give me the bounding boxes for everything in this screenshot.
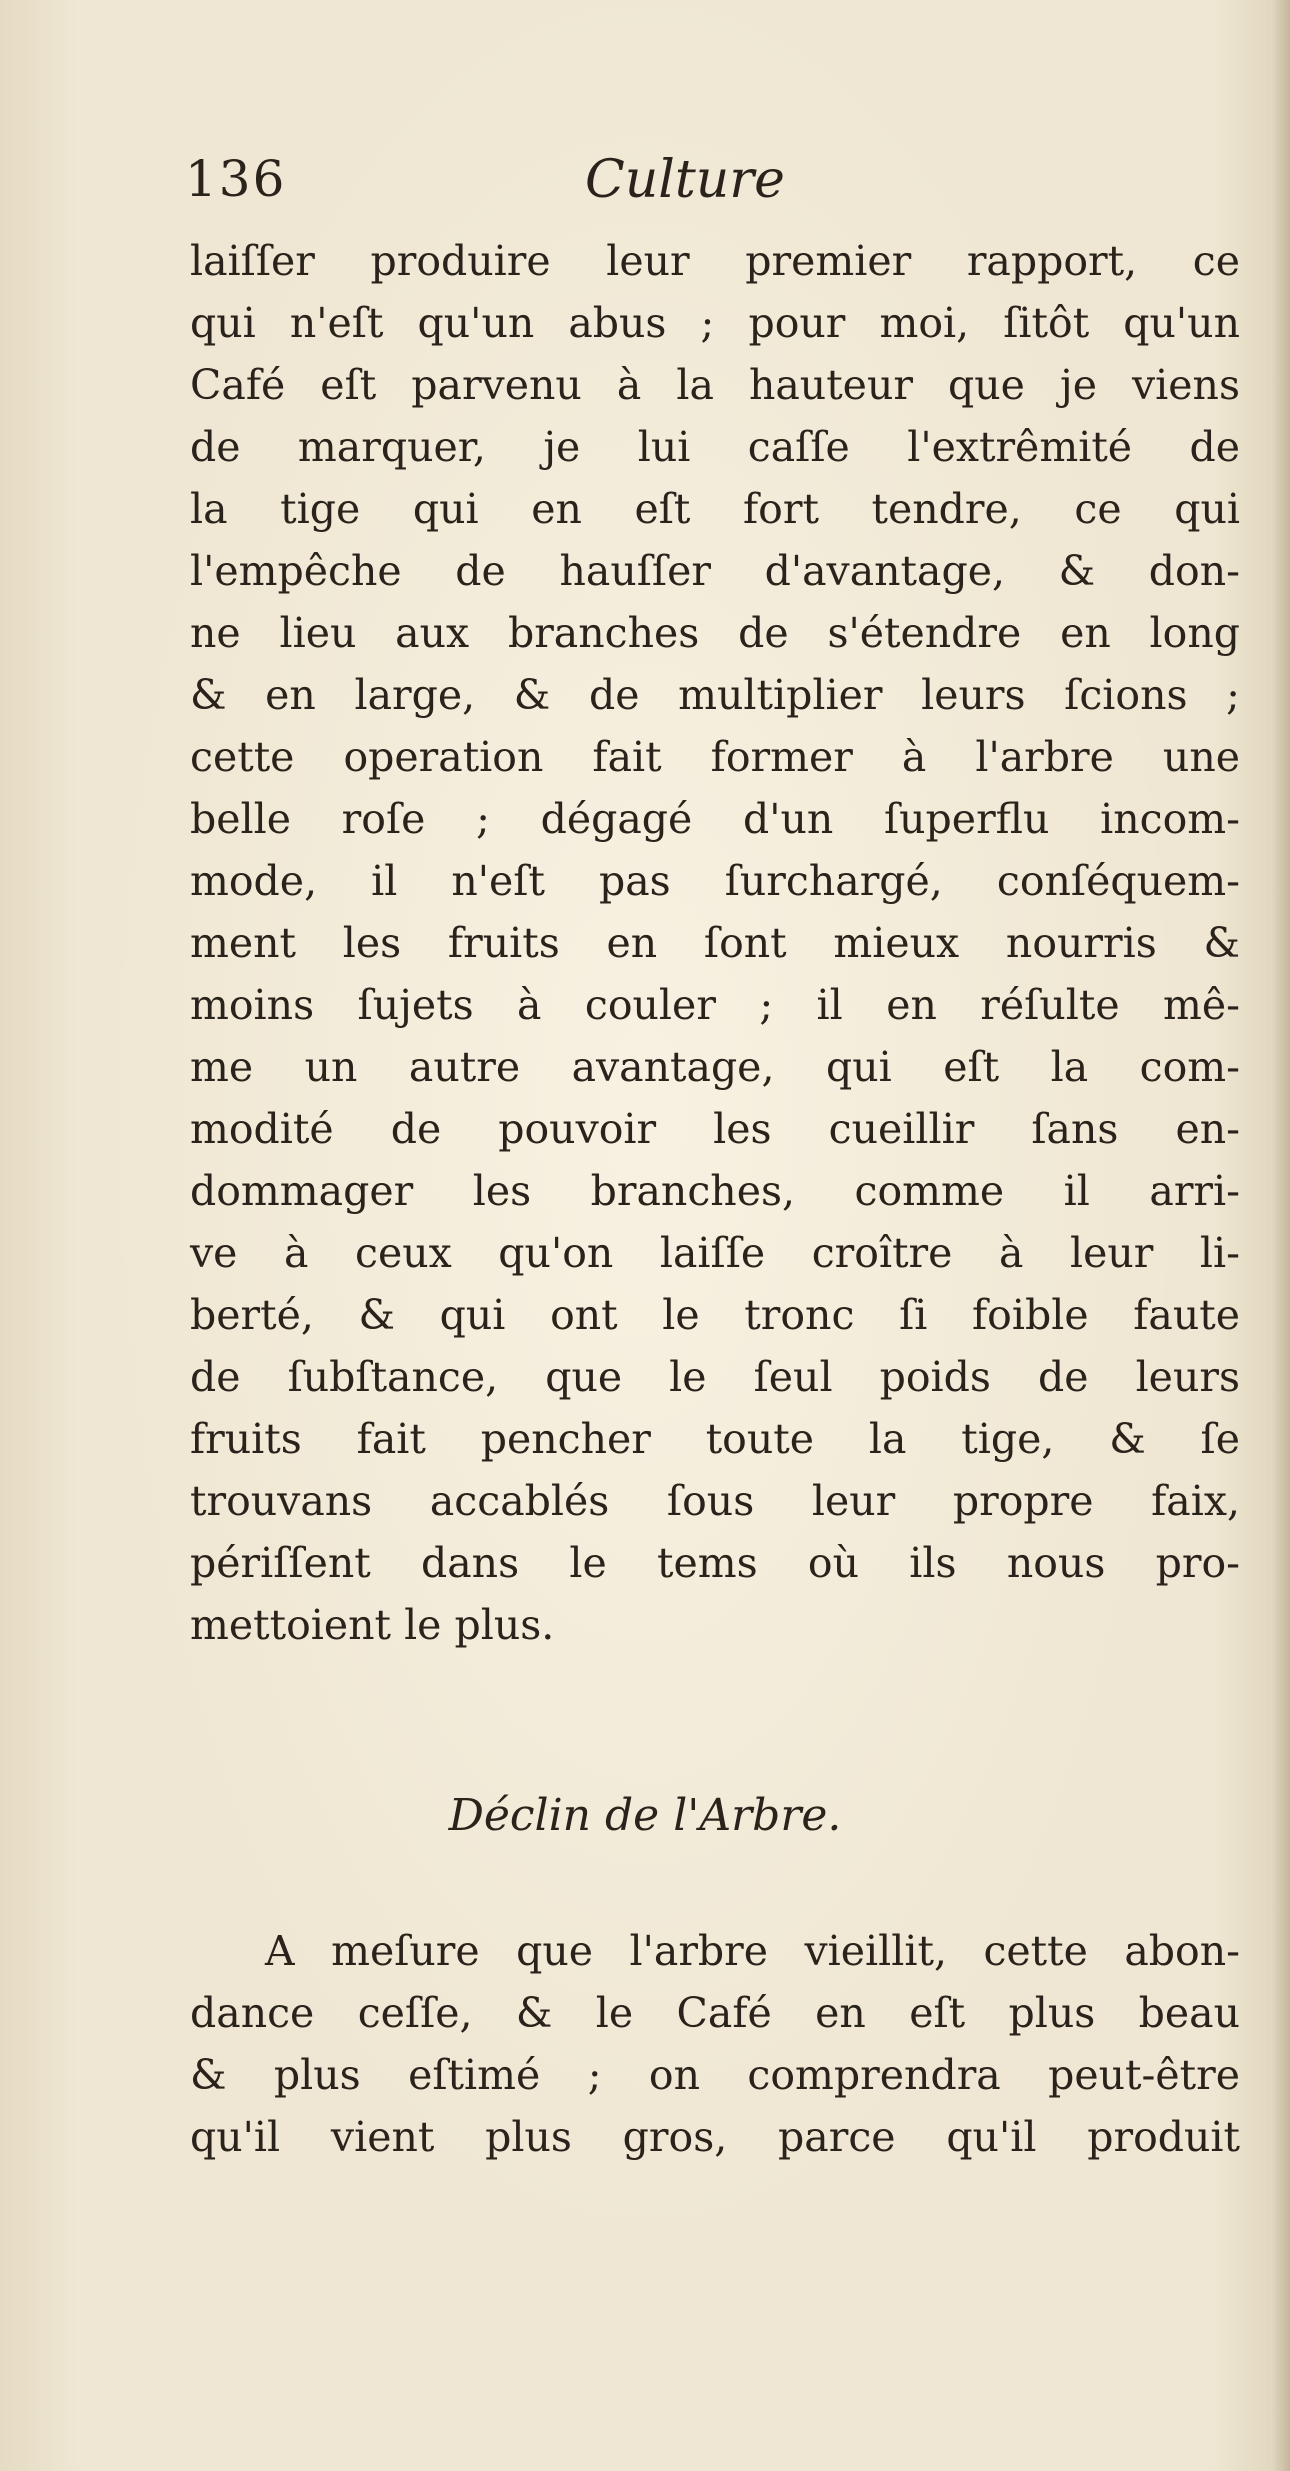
text-line: modité de pouvoir les cueillir ſans en- [190,1105,1240,1153]
text-line: dommager les branches, comme il arri- [190,1167,1240,1215]
page-edge-shadow [1272,0,1290,2471]
text-line: l'empêche de hauſſer d'avantage, & don- [190,547,1240,595]
text-line: qu'il vient plus gros, parce qu'il produit [190,2113,1240,2161]
text-line: mettoient le plus. [190,1601,555,1649]
text-line: belle roſe ; dégagé d'un ſuperflu incom- [190,795,1240,843]
text-line: la tige qui en eſt fort tendre, ce qui [190,485,1240,533]
paragraph-2 [190,1920,1240,2168]
text-line: mode, il n'eſt pas ſurchargé, conſéquem- [190,857,1240,905]
running-title: Culture [585,150,785,210]
text-line: trouvans accablés ſous leur propre faix, [190,1477,1240,1525]
page-number: 136 [185,150,287,208]
text-line: & en large, & de multiplier leurs ſcions ; [190,671,1240,719]
text-line: fruits fait pencher toute la tige, & ſe [190,1415,1240,1463]
text-line: de marquer, je lui caſſe l'extrêmité de [190,423,1240,471]
paragraph-1 [190,230,1240,1656]
text-line: laiſſer produire leur premier rapport, ce [190,237,1240,285]
text-line: dance ceſſe, & le Café en eſt plus beau [190,1989,1240,2037]
text-line: cette operation fait former à l'arbre une [190,733,1240,781]
text-line: ve à ceux qu'on laiſſe croître à leur li- [190,1229,1240,1277]
text-line: ne lieu aux branches de s'étendre en long [190,609,1240,657]
section-heading: Déclin de l'Arbre. [448,1790,842,1841]
text-line: Café eſt parvenu à la hauteur que je viens [190,361,1240,409]
text-line: A meſure que l'arbre vieillit, cette abon- [265,1927,1240,1975]
text-line: moins ſujets à couler ; il en réſulte mê- [190,981,1240,1029]
text-line: & plus eſtimé ; on comprendra peut-être [190,2051,1240,2099]
text-line: périſſent dans le tems où ils nous pro- [190,1539,1240,1587]
text-line: berté, & qui ont le tronc ſi foible faute [190,1291,1240,1339]
text-line: ment les fruits en ſont mieux nourris & [190,919,1240,967]
page-header [185,150,1225,230]
text-line: de ſubſtance, que le ſeul poids de leurs [190,1353,1240,1401]
text-line: qui n'eſt qu'un abus ; pour moi, ſitôt qu'un [190,299,1240,347]
text-line: me un autre avantage, qui eſt la com- [190,1043,1240,1091]
